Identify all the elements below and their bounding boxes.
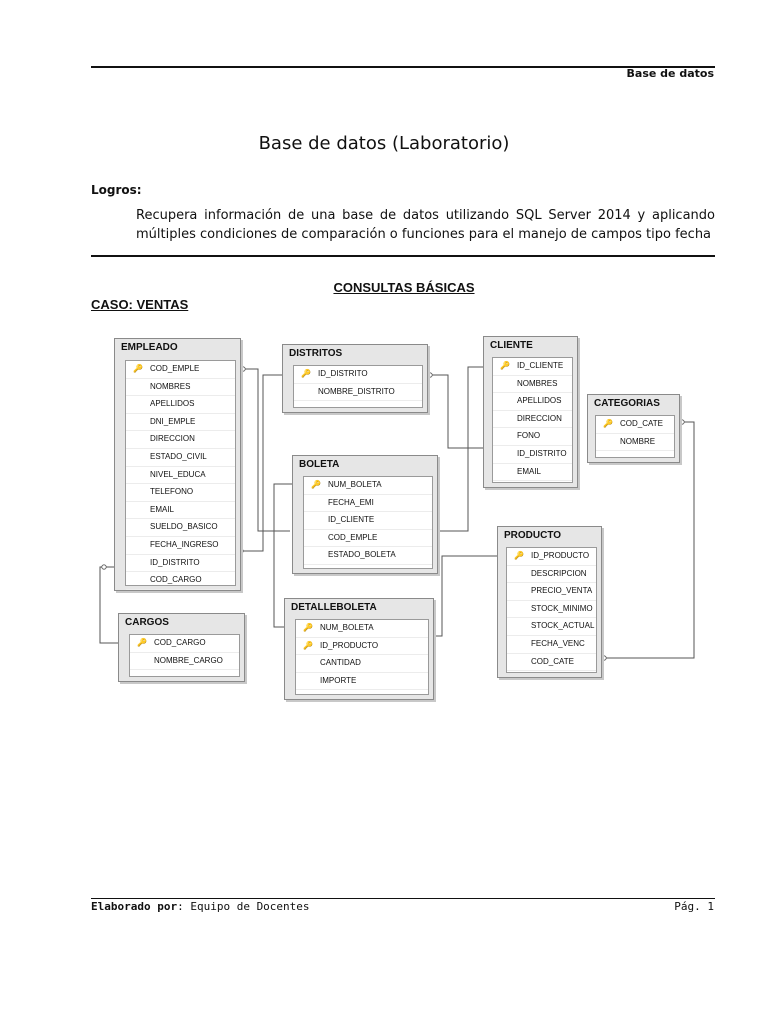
footer-author-value: : Equipo de Docentes xyxy=(177,900,310,913)
primary-key-icon: 🔑 xyxy=(500,361,510,370)
logros-line-2: múltiples condiciones de comparación o funciones para el manejo de campos tipo fecha xyxy=(136,227,712,242)
table-producto xyxy=(497,526,602,678)
field-label: EMAIL xyxy=(517,466,542,476)
field-row xyxy=(126,484,235,502)
table-title: CATEGORIAS xyxy=(594,398,660,409)
relationship-line xyxy=(236,375,282,551)
field-label: COD_EMPLE xyxy=(328,532,378,542)
field-label: STOCK_MINIMO xyxy=(531,603,593,613)
relationship-end-marker xyxy=(680,420,684,424)
field-label: FONO xyxy=(517,431,541,441)
field-label: ESTADO_BOLETA xyxy=(328,550,396,560)
table-title: CLIENTE xyxy=(490,340,533,351)
field-label: PRECIO_VENTA xyxy=(531,586,593,596)
footer-rule xyxy=(91,898,715,899)
field-label: FECHA_VENC xyxy=(531,638,585,648)
relationship-end-marker xyxy=(241,367,245,371)
field-label: NOMBRE_CARGO xyxy=(154,655,223,665)
relationship-line xyxy=(436,367,483,531)
field-row xyxy=(493,411,572,429)
field-label: ID_PRODUCTO xyxy=(320,640,379,650)
field-label: NOMBRES xyxy=(517,378,558,388)
relationship-line xyxy=(426,375,483,448)
field-label: COD_CATE xyxy=(620,419,663,428)
field-row xyxy=(304,530,432,548)
field-row xyxy=(294,384,422,402)
field-row xyxy=(493,376,572,394)
field-row xyxy=(126,414,235,432)
table-title: DETALLEBOLETA xyxy=(291,602,377,613)
relationship-end-marker xyxy=(428,373,432,377)
field-row xyxy=(304,547,432,565)
field-label: SUELDO_BASICO xyxy=(150,522,218,532)
table-detalleboleta xyxy=(284,598,434,700)
case-heading: CASO: VENTAS xyxy=(91,297,189,312)
field-label: TELEFONO xyxy=(150,487,194,497)
table-title: EMPLEADO xyxy=(121,342,178,353)
field-label: APELLIDOS xyxy=(517,396,562,406)
table-fields xyxy=(492,357,573,483)
table-fields xyxy=(125,360,236,586)
table-fields xyxy=(506,547,597,673)
field-row xyxy=(507,654,596,672)
field-row xyxy=(126,431,235,449)
field-label: ID_PRODUCTO xyxy=(531,551,590,560)
primary-key-icon: 🔑 xyxy=(303,640,313,650)
field-row xyxy=(493,358,572,376)
table-title: BOLETA xyxy=(299,459,340,470)
field-label: CANTIDAD xyxy=(320,658,361,668)
field-row xyxy=(596,416,674,434)
field-label: NOMBRES xyxy=(150,381,191,391)
table-empleado xyxy=(114,338,241,591)
field-row xyxy=(126,537,235,555)
field-label: ID_DISTRITO xyxy=(150,557,200,567)
field-label: COD_CATE xyxy=(531,656,574,666)
field-row xyxy=(126,572,235,590)
primary-key-icon: 🔑 xyxy=(137,638,147,647)
field-row xyxy=(130,653,239,671)
field-row xyxy=(296,638,428,656)
footer-page: Pág. 1 xyxy=(674,900,714,913)
field-row xyxy=(507,583,596,601)
field-label: COD_CARGO xyxy=(154,638,206,647)
field-row xyxy=(304,512,432,530)
field-label: DESCRIPCION xyxy=(531,568,587,578)
field-label: EMAIL xyxy=(150,504,175,514)
field-row xyxy=(126,467,235,485)
field-label: IMPORTE xyxy=(320,675,357,685)
footer-author-label: Elaborado por xyxy=(91,900,178,913)
field-label: NOMBRE xyxy=(620,436,656,446)
field-row xyxy=(493,393,572,411)
logros-line-1: Recupera información de una base de datos utilizando SQL Server 2014 y aplicando xyxy=(136,208,715,223)
table-cargos xyxy=(118,613,245,682)
field-row xyxy=(130,635,239,653)
field-label: ID_CLIENTE xyxy=(328,515,375,525)
field-label: NUM_BOLETA xyxy=(328,480,382,489)
field-row xyxy=(126,449,235,467)
field-row xyxy=(294,366,422,384)
field-label: ID_CLIENTE xyxy=(517,361,564,370)
field-label: ID_DISTRITO xyxy=(318,369,368,378)
field-label: DIRECCION xyxy=(150,434,195,444)
header-title: Base de datos xyxy=(626,67,714,80)
primary-key-icon: 🔑 xyxy=(311,480,321,489)
field-label: COD_CARGO xyxy=(150,575,202,585)
table-title: DISTRITOS xyxy=(289,348,343,359)
table-fields xyxy=(595,415,675,458)
primary-key-icon: 🔑 xyxy=(603,419,613,428)
field-row xyxy=(493,446,572,464)
field-label: FECHA_INGRESO xyxy=(150,539,219,549)
table-categorias xyxy=(587,394,680,463)
field-row xyxy=(493,428,572,446)
field-row xyxy=(126,555,235,573)
table-boleta xyxy=(292,455,438,574)
field-row xyxy=(296,655,428,673)
field-label: COD_EMPLE xyxy=(150,364,200,373)
table-fields xyxy=(129,634,240,677)
field-label: FECHA_EMI xyxy=(328,497,374,507)
field-row xyxy=(507,548,596,566)
relationship-end-marker xyxy=(602,656,606,660)
field-row xyxy=(304,495,432,513)
table-fields xyxy=(303,476,433,569)
field-label: NUM_BOLETA xyxy=(320,623,374,632)
field-row xyxy=(126,361,235,379)
field-label: ID_DISTRITO xyxy=(517,448,567,458)
field-row xyxy=(296,620,428,638)
field-row xyxy=(126,396,235,414)
field-label: APELLIDOS xyxy=(150,399,195,409)
field-row xyxy=(126,379,235,397)
field-row xyxy=(507,601,596,619)
field-label: NIVEL_EDUCA xyxy=(150,469,206,479)
table-distritos xyxy=(282,344,428,413)
field-row xyxy=(507,566,596,584)
field-row xyxy=(296,673,428,691)
primary-key-icon: 🔑 xyxy=(301,369,311,378)
primary-key-icon: 🔑 xyxy=(133,364,143,373)
table-cliente xyxy=(483,336,578,488)
section-heading: CONSULTAS BÁSICAS xyxy=(333,280,475,295)
field-label: ESTADO_CIVIL xyxy=(150,451,207,461)
relationship-line xyxy=(432,556,497,636)
field-row xyxy=(126,502,235,520)
primary-key-icon: 🔑 xyxy=(514,551,524,560)
footer-author xyxy=(91,900,310,913)
table-title: CARGOS xyxy=(125,617,169,628)
primary-key-icon: 🔑 xyxy=(303,623,313,632)
field-label: NOMBRE_DISTRITO xyxy=(318,386,395,396)
field-label: DIRECCION xyxy=(517,413,562,423)
field-row xyxy=(493,464,572,482)
field-row xyxy=(507,636,596,654)
table-fields xyxy=(293,365,423,408)
field-label: STOCK_ACTUAL xyxy=(531,621,595,631)
field-label: DNI_EMPLE xyxy=(150,416,196,426)
field-row xyxy=(126,519,235,537)
table-fields xyxy=(295,619,429,695)
field-row xyxy=(304,477,432,495)
field-row xyxy=(507,618,596,636)
page-title: Base de datos (Laboratorio) xyxy=(258,133,510,154)
table-title: PRODUCTO xyxy=(504,530,562,541)
logros-label: Logros: xyxy=(91,183,142,197)
relationship-end-marker xyxy=(102,565,106,569)
field-row xyxy=(596,434,674,452)
